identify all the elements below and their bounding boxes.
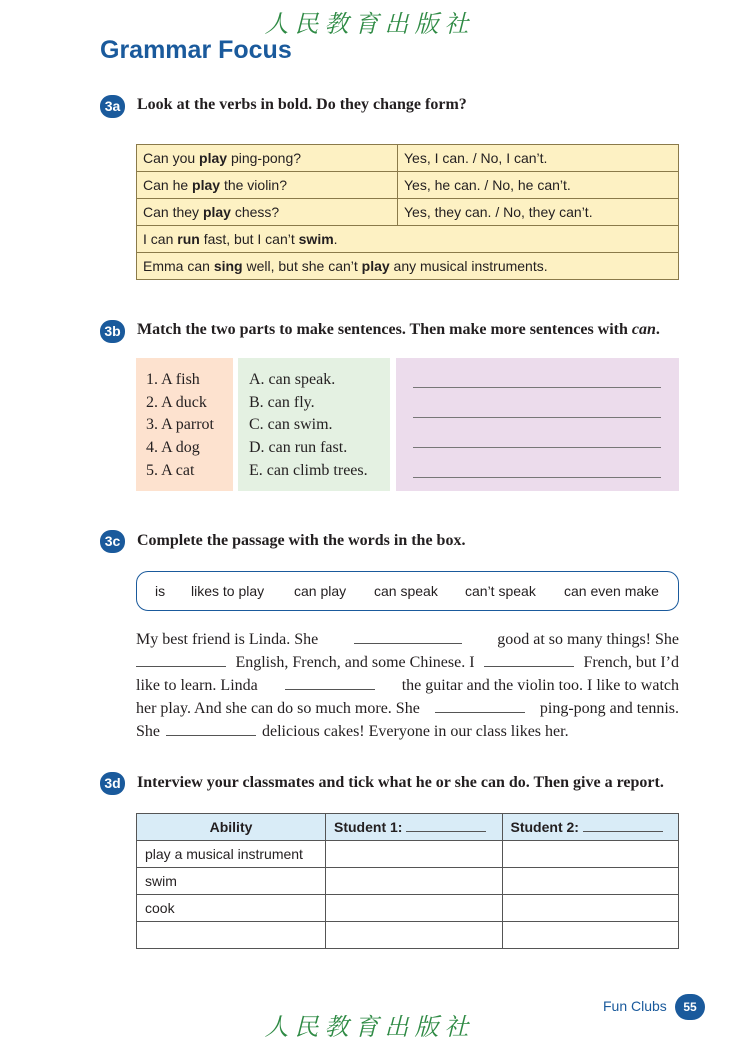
word-option: can speak [374, 583, 438, 599]
match-right-box [238, 358, 390, 491]
table-header-row [137, 814, 679, 841]
passage-text: English, French, and some Chinese. I [235, 654, 475, 671]
list-item: 4. A dog [146, 439, 200, 457]
list-item: A. can speak. [249, 371, 336, 388]
tick-cell[interactable] [326, 841, 503, 868]
word-option: can even make [564, 583, 659, 599]
table-row [137, 199, 679, 226]
ability-cell: swim [137, 868, 326, 895]
writing-line[interactable] [413, 447, 661, 448]
table-row [137, 172, 679, 199]
answer-cell: Yes, he can. / No, he can’t. [398, 172, 679, 199]
answer-cell: Yes, they can. / No, they can’t. [398, 199, 679, 226]
name-line[interactable] [406, 819, 486, 832]
passage-text: the guitar and the violin too. I like to watch [401, 677, 679, 694]
header-student-2: Student 2: [502, 814, 679, 841]
question-cell: Can they play chess? [137, 199, 398, 226]
table-row [137, 922, 679, 949]
table-row [137, 145, 679, 172]
blank-5[interactable] [435, 698, 525, 713]
footer-unit-title: Fun Clubs [603, 998, 667, 1014]
blank-6[interactable] [166, 721, 256, 736]
passage-text: her play. And she can do so much more. She [136, 700, 420, 717]
passage-text: ping-pong and tennis. [539, 700, 679, 717]
publisher-logo-top: 人民教育出版社 [264, 10, 475, 38]
passage-text: My best friend is Linda. She [136, 631, 319, 648]
tick-cell[interactable] [326, 868, 503, 895]
list-item: E. can climb trees. [249, 461, 368, 479]
passage-text: like to learn. Linda [136, 677, 258, 694]
instruction-3b: Match the two parts to make sentences. Then make more sentences with can. [137, 321, 660, 338]
instruction-3d: Interview your classmates and tick what he or she can do. Then give a report. [137, 774, 664, 791]
list-item: 2. A duck [146, 393, 207, 411]
sentence-cell: Emma can sing well, but she can’t play any musical instruments. [137, 253, 679, 280]
interview-table [136, 813, 679, 949]
list-item: 3. A parrot [146, 416, 214, 434]
passage-text: delicious cakes! Everyone in our class likes her. [262, 723, 569, 740]
passage-text: She [136, 723, 160, 740]
page-title: Grammar Focus [100, 36, 292, 64]
table-row [137, 253, 679, 280]
word-option: can play [294, 583, 347, 599]
instruction-3c: Complete the passage with the words in the box. [137, 532, 466, 549]
tick-cell[interactable] [502, 868, 679, 895]
writing-line[interactable] [413, 387, 661, 388]
writing-box [396, 358, 679, 491]
blank-1[interactable] [354, 629, 462, 644]
sentence-cell: I can run fast, but I can’t swim. [137, 226, 679, 253]
question-cell: Can he play the violin? [137, 172, 398, 199]
header-student-1: Student 1: [326, 814, 503, 841]
table-row [137, 895, 679, 922]
passage [136, 629, 679, 744]
ability-cell[interactable] [137, 922, 326, 949]
tick-cell[interactable] [326, 922, 503, 949]
blank-3[interactable] [484, 652, 574, 667]
list-item: B. can fly. [249, 393, 315, 411]
ability-cell: cook [137, 895, 326, 922]
writing-line[interactable] [413, 477, 661, 478]
blank-2[interactable] [136, 652, 226, 667]
list-item: D. can run fast. [249, 439, 348, 457]
passage-text: French, but I’d [583, 654, 679, 671]
tick-cell[interactable] [326, 895, 503, 922]
header-ability: Ability [137, 814, 326, 841]
list-item: 5. A cat [146, 461, 195, 479]
page-number: 55 [675, 994, 705, 1020]
name-line[interactable] [583, 819, 663, 832]
answer-cell: Yes, I can. / No, I can’t. [398, 145, 679, 172]
question-cell: Can you play ping-pong? [137, 145, 398, 172]
tick-cell[interactable] [502, 895, 679, 922]
passage-text: good at so many things! She [497, 631, 679, 648]
badge-3d: 3d [100, 772, 125, 795]
badge-3c: 3c [100, 530, 125, 553]
ability-cell: play a musical instrument [137, 841, 326, 868]
table-row [137, 841, 679, 868]
publisher-logo-bottom: 人民教育出版社 [264, 1013, 475, 1041]
word-option: is [155, 583, 166, 599]
badge-3a: 3a [100, 95, 125, 118]
match-left-box [136, 358, 233, 491]
instruction-3a: Look at the verbs in bold. Do they change form? [137, 96, 467, 113]
tick-cell[interactable] [502, 922, 679, 949]
word-option: likes to play [191, 583, 265, 599]
badge-3b: 3b [100, 320, 125, 343]
word-option: can’t speak [465, 583, 536, 599]
writing-line[interactable] [413, 417, 661, 418]
table-row [137, 226, 679, 253]
tick-cell[interactable] [502, 841, 679, 868]
grammar-table-3a [136, 144, 679, 280]
table-row [137, 868, 679, 895]
list-item: 1. A fish [146, 371, 200, 388]
list-item: C. can swim. [249, 416, 333, 434]
blank-4[interactable] [285, 675, 375, 690]
